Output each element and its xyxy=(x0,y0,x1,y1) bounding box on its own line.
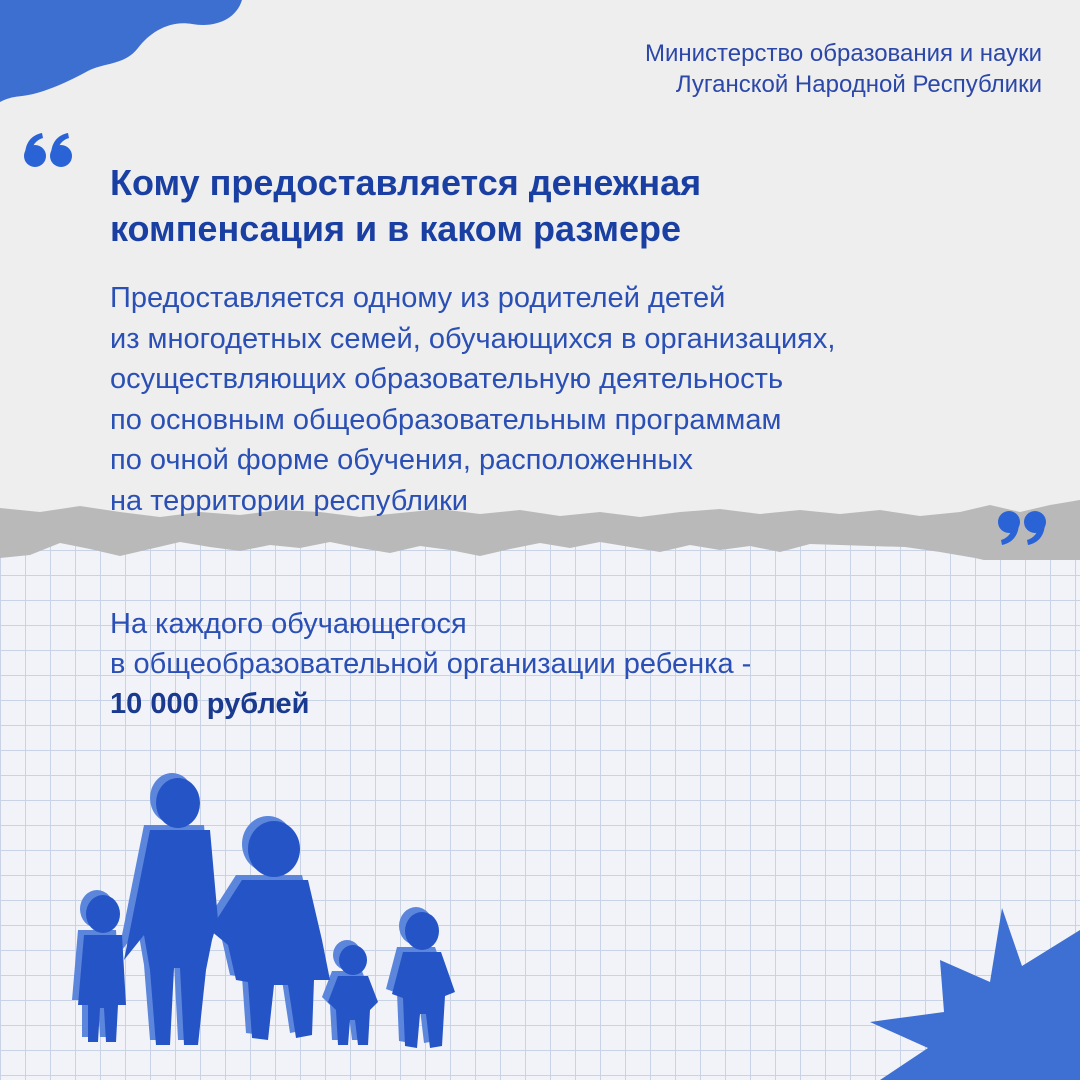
ministry-line-1: Министерство образования и науки xyxy=(644,40,1042,67)
ministry-name xyxy=(645,38,1042,100)
close-quote-icon xyxy=(996,506,1048,546)
page-title xyxy=(110,160,701,252)
eligibility-text xyxy=(110,278,835,521)
body-line-3: осуществляющих образовательную деятельность xyxy=(110,363,784,395)
open-quote-icon xyxy=(22,132,74,172)
family-silhouette xyxy=(60,770,480,1060)
body-line-1: Предоставляется одному из родителей детей xyxy=(110,282,726,314)
title-line-2: компенсация и в каком размере xyxy=(110,208,682,249)
body-line-6: на территории республики xyxy=(110,484,469,517)
amount-value: 10 000 рублей xyxy=(110,688,310,720)
blue-starburst xyxy=(870,870,1080,1080)
blue-blob xyxy=(0,0,250,110)
ministry-line-2: Луганской Народной Республики xyxy=(675,71,1042,98)
amount-line-1: На каждого обучающегося xyxy=(110,608,467,640)
body-line-5: по очной форме обучения, расположенных xyxy=(110,444,693,476)
amount-line-2: в общеобразовательной организации ребенка - xyxy=(110,648,752,680)
body-line-2: из многодетных семей, обучающихся в организациях, xyxy=(110,322,836,355)
title-line-1: Кому предоставляется денежная xyxy=(110,162,702,203)
body-line-4: по основным общеобразовательным программам xyxy=(110,403,782,436)
compensation-amount-text xyxy=(110,604,751,724)
